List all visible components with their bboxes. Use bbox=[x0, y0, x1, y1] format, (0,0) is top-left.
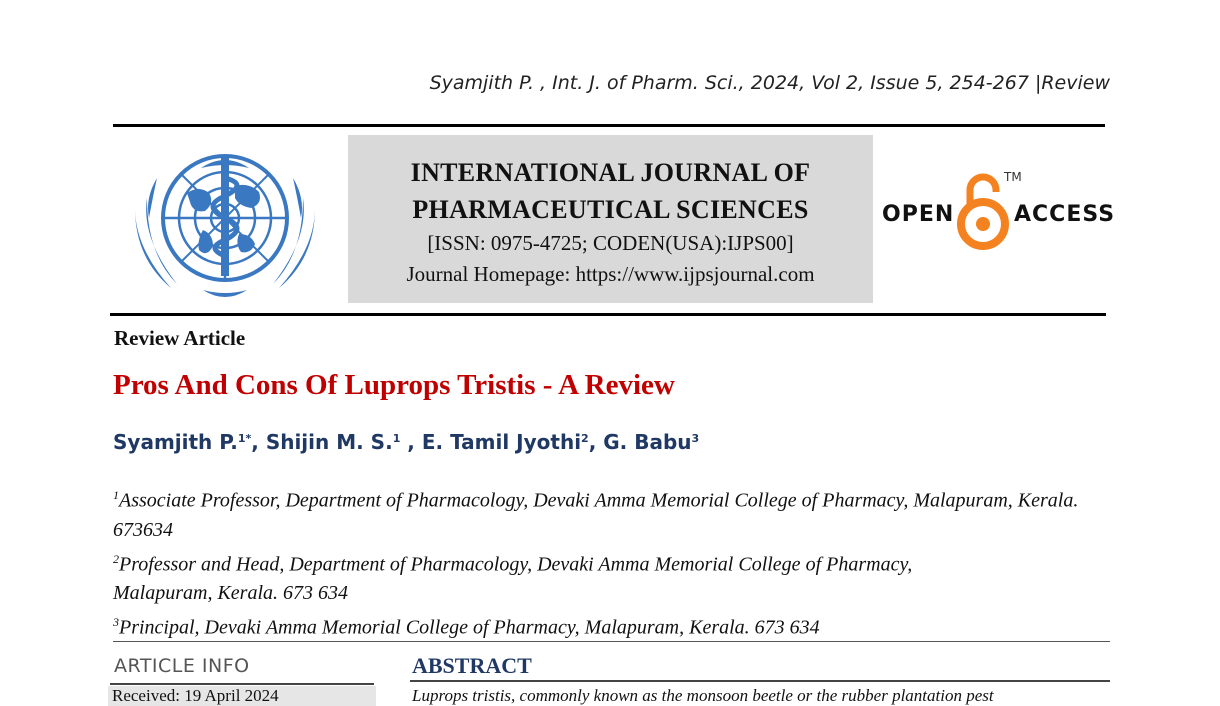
affiliation-number: 2 bbox=[113, 551, 119, 566]
article-type: Review Article bbox=[114, 326, 246, 350]
author-affil-sup: 1* bbox=[237, 432, 252, 445]
affiliation-item bbox=[113, 481, 1113, 545]
journal-title-box bbox=[348, 135, 873, 303]
open-access-open-text: OPEN bbox=[882, 202, 955, 227]
open-access-access-text: ACCESS bbox=[1014, 202, 1116, 227]
journal-homepage: Journal Homepage: https://www.ijpsjournal.com bbox=[406, 262, 815, 286]
author-separator: , bbox=[251, 430, 266, 454]
author-name: E. Tamil Jyothi bbox=[421, 430, 582, 454]
trademark-mark: TM bbox=[1004, 170, 1022, 184]
article-info-rule bbox=[110, 683, 374, 685]
header-top-rule bbox=[113, 124, 1105, 127]
journal-name-line1: INTERNATIONAL JOURNAL OF bbox=[410, 158, 811, 187]
journal-issn: [ISSN: 0975-4725; CODEN(USA):IJPS00] bbox=[427, 231, 794, 255]
author-separator: , bbox=[400, 430, 422, 454]
article-info-heading: ARTICLE INFO bbox=[114, 655, 250, 677]
affiliation-text: Professor and Head, Department of Pharmacology, Devaki Amma Memorial College of Pharmacy, Malapuram, Kerala. 673 634 bbox=[113, 553, 913, 605]
header-bottom-rule bbox=[110, 313, 1106, 316]
article-title: Pros And Cons Of Luprops Tristis - A Review bbox=[113, 369, 675, 401]
running-head: Syamjith P. , Int. J. of Pharm. Sci., 2024, Vol 2, Issue 5, 254-267 |Review bbox=[429, 72, 1110, 94]
author-name: Syamjith P. bbox=[113, 430, 238, 454]
journal-name-line2: PHARMACEUTICAL SCIENCES bbox=[412, 195, 809, 224]
emblem-icon bbox=[127, 138, 323, 304]
affiliation-text: Principal, Devaki Amma Memorial College of Pharmacy, Malapuram, Kerala. 673 634 bbox=[119, 616, 820, 639]
abstract-rule bbox=[410, 680, 1110, 682]
affiliation-item bbox=[113, 545, 1013, 609]
author-affil-sup: 3 bbox=[691, 432, 700, 445]
affiliation-item bbox=[113, 608, 1113, 643]
affiliation-number: 3 bbox=[113, 615, 119, 630]
journal-emblem-logo bbox=[127, 138, 323, 304]
affiliation-text: Associate Professor, Department of Pharmacology, Devaki Amma Memorial College of Pharmacy, Malapuram, Kerala. 673634 bbox=[113, 489, 1079, 541]
section-divider bbox=[113, 641, 1110, 642]
author-affil-sup: 2 bbox=[581, 432, 589, 445]
author-affil-sup: 1 bbox=[392, 432, 401, 445]
open-access-logo bbox=[880, 168, 1116, 252]
author-name: Shijin M. S. bbox=[265, 430, 393, 454]
abstract-heading: ABSTRACT bbox=[412, 653, 532, 678]
abstract-first-line: Luprops tristis, commonly known as the monsoon beetle or the rubber plantation pest bbox=[412, 686, 994, 705]
affiliation-number: 1 bbox=[113, 488, 119, 502]
author-name: G. Babu bbox=[603, 430, 692, 454]
affiliation-list bbox=[113, 481, 1113, 643]
author-list bbox=[113, 430, 699, 454]
received-date: Received: 19 April 2024 bbox=[112, 686, 279, 705]
author-separator: , bbox=[588, 430, 604, 454]
